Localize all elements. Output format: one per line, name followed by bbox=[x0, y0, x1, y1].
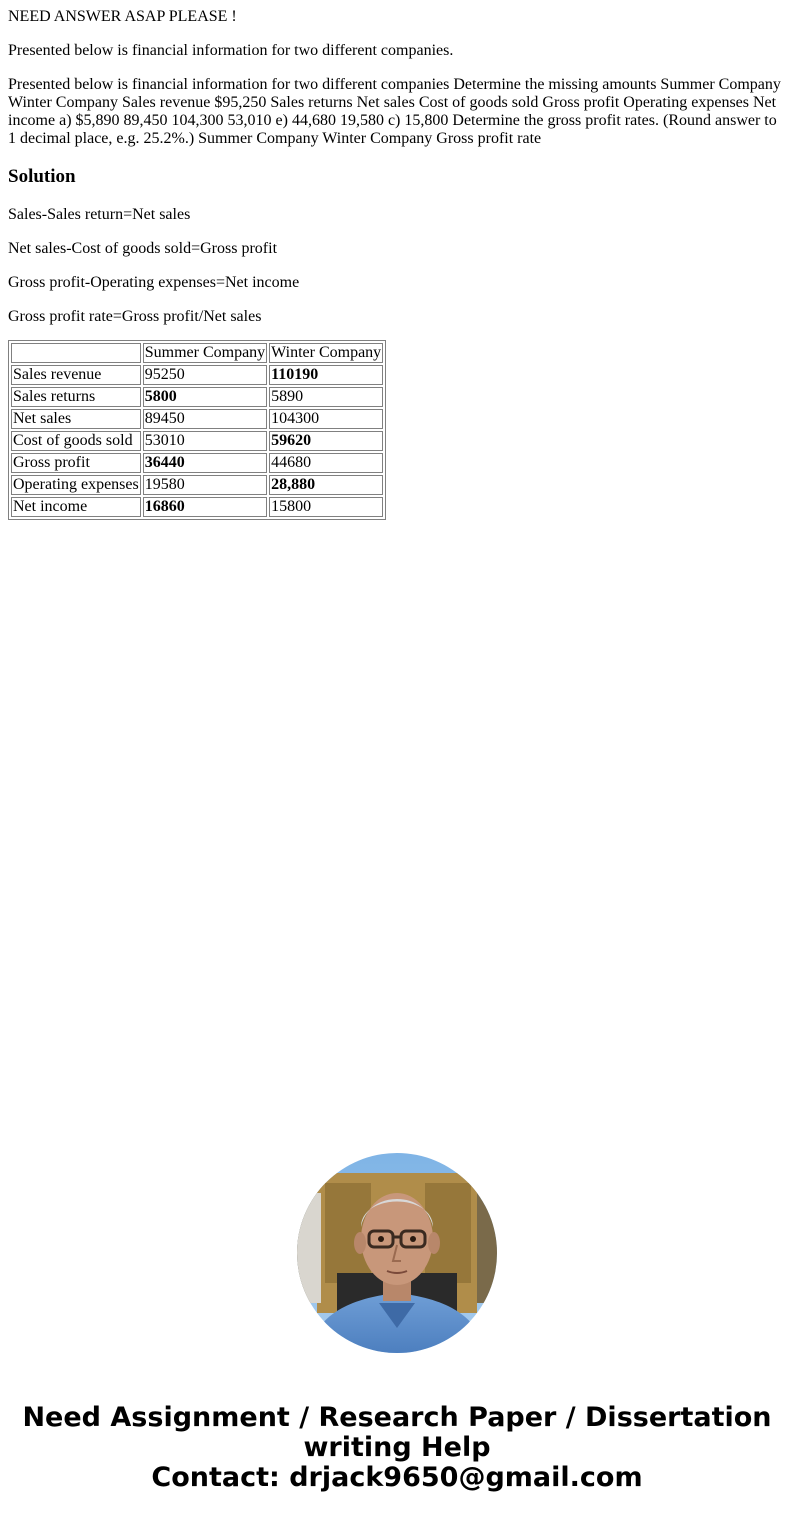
solution-table bbox=[8, 340, 386, 520]
formula-net-sales: Sales-Sales return=Net sales bbox=[8, 206, 191, 223]
header-cell-winter: Winter Company bbox=[271, 344, 382, 361]
promo-banner bbox=[0, 1403, 794, 1493]
header-cell-summer: Summer Company bbox=[144, 344, 266, 361]
summer-value: 19580 bbox=[143, 475, 267, 495]
winter-value: 110190 bbox=[269, 365, 383, 385]
table-row bbox=[11, 453, 383, 473]
row-label: Sales returns bbox=[11, 387, 141, 407]
summer-value: 16860 bbox=[143, 497, 267, 517]
row-label: Operating expenses bbox=[13, 476, 139, 493]
summer-value: 53010 bbox=[143, 431, 267, 451]
winter-value: 44680 bbox=[269, 453, 383, 473]
table-row bbox=[11, 475, 383, 495]
winter-value: 104300 bbox=[269, 409, 383, 429]
summer-value: 95250 bbox=[143, 365, 267, 385]
summer-value: 5800 bbox=[143, 387, 267, 407]
formula-gross-profit: Net sales-Cost of goods sold=Gross profit bbox=[8, 240, 278, 257]
promo-line-2: writing Help bbox=[303, 1432, 491, 1463]
row-label: Cost of goods sold bbox=[11, 431, 141, 451]
row-label: Gross profit bbox=[11, 453, 141, 473]
winter-value: 15800 bbox=[269, 497, 383, 517]
question-heading: NEED ANSWER ASAP PLEASE ! bbox=[8, 8, 237, 25]
table-row bbox=[11, 431, 383, 451]
tutor-avatar bbox=[297, 1153, 497, 1353]
tutor-portrait-image bbox=[297, 1153, 497, 1353]
table-header-row bbox=[11, 343, 383, 363]
promo-line-1: Need Assignment / Research Paper / Dissertation bbox=[22, 1402, 772, 1433]
question-body: Presented below is financial information for two different companies Determine the missing amounts Summer Company Winter Company Sales revenue $95,250 Sales returns Net sales Cost of goods sold Gross profit Operating expenses Net income a) $5,890 89,450 104,300 53,010 e) 44,680 19,580 c) 15,800 Determine the gross profit rates. (Round answer to 1 decimal place, e.g. 25.2%.) Summer Company Winter Company Gross profit rate bbox=[8, 76, 781, 147]
formula-gross-profit-rate: Gross profit rate=Gross profit/Net sales bbox=[8, 308, 262, 325]
table-row bbox=[11, 409, 383, 429]
table-row bbox=[11, 387, 383, 407]
summer-value: 36440 bbox=[143, 453, 267, 473]
question-intro: Presented below is financial information for two different companies. bbox=[8, 42, 454, 59]
winter-value: 59620 bbox=[269, 431, 383, 451]
winter-value: 5890 bbox=[269, 387, 383, 407]
summer-value: 89450 bbox=[143, 409, 267, 429]
promo-contact: Contact: drjack9650@gmail.com bbox=[151, 1462, 643, 1493]
solution-title: Solution bbox=[8, 166, 76, 187]
table-row bbox=[11, 365, 383, 385]
table-row bbox=[11, 497, 383, 517]
page-content bbox=[8, 0, 786, 520]
row-label: Net income bbox=[11, 497, 141, 517]
winter-value: 28,880 bbox=[269, 475, 383, 495]
formula-net-income: Gross profit-Operating expenses=Net income bbox=[8, 274, 300, 291]
row-label: Sales revenue bbox=[11, 365, 141, 385]
row-label: Net sales bbox=[11, 409, 141, 429]
header-cell-blank bbox=[11, 343, 141, 363]
